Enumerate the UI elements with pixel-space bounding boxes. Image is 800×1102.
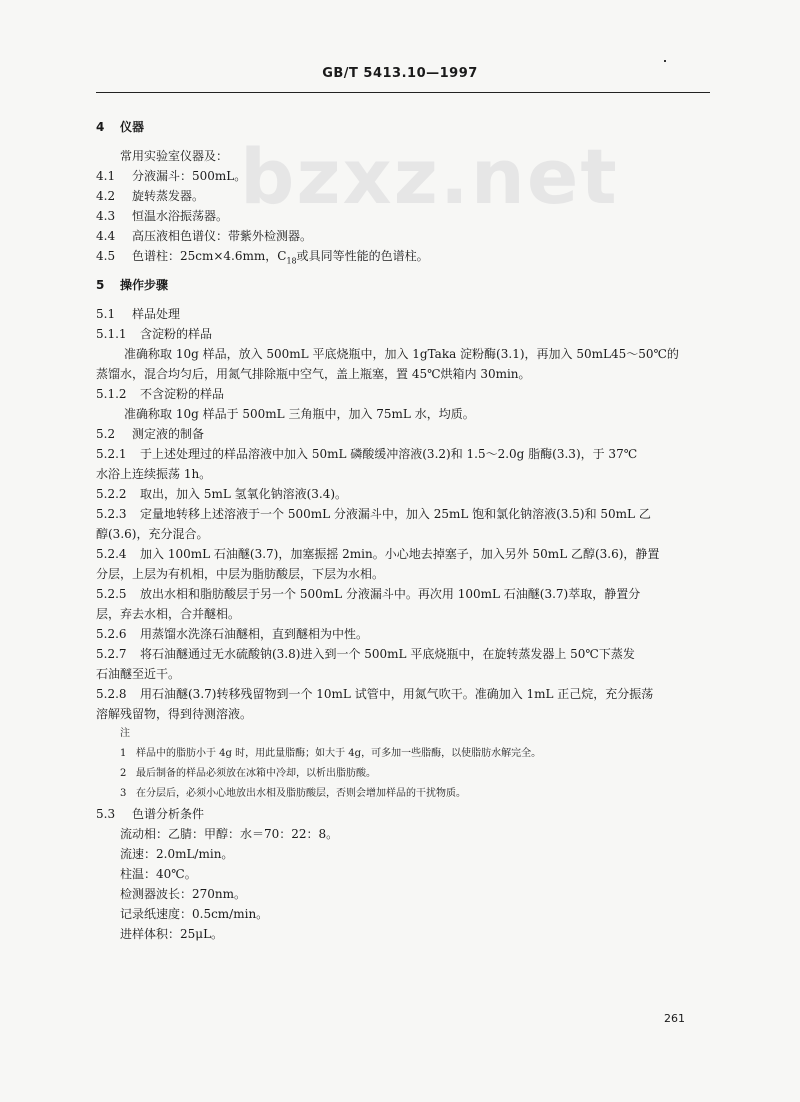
note-2: 2 最后制备的样品必须放在冰箱中冷却，以析出脂肪酸。	[120, 768, 376, 779]
chromatography-condition: 流速：2.0mL/min。	[120, 847, 234, 861]
item-5-2-1-cont: 水浴上连续振荡 1h。	[96, 467, 212, 481]
item-5-2-4-cont: 分层，上层为有机相，中层为脂肪酸层，下层为水相。	[96, 567, 385, 581]
item-5-1-2: 5.1.2 不含淀粉的样品	[96, 387, 225, 401]
item-5-2-5-cont: 层，弃去水相，合并醚相。	[96, 607, 241, 621]
chromatography-condition: 流动相：乙腈：甲醇：水＝70：22：8。	[120, 827, 339, 841]
item-5-2-3: 5.2.3 定量地转移上述溶液于一个 500mL 分液漏斗中，加入 25mL 饱和氯化钠溶液(3.5)和 50mL 乙	[96, 507, 651, 521]
chromatography-condition: 检测器波长：270nm。	[120, 887, 247, 901]
note-3: 3 在分层后，必须小心地放出水相及脂肪酸层，否则会增加样品的干扰物质。	[120, 788, 466, 799]
document-body	[96, 117, 716, 944]
note-1: 1 样品中的脂肪小于 4g 时，用此量脂酶；如大于 4g，可多加一些脂酶，以使脂肪水解完全。	[120, 748, 542, 759]
item-5-2-3-cont: 醇(3.6)，充分混合。	[96, 527, 209, 541]
item-5-1: 5.1 样品处理	[96, 307, 181, 321]
watermark: bzxz.net	[240, 132, 619, 221]
note-title: 注	[120, 728, 130, 739]
item-4-5: 4.5 色谱柱：25cm×4.6mm，$C_{18}$或具同等性能的色谱柱。	[96, 249, 429, 266]
chromatography-condition: 进样体积：25μL。	[120, 927, 224, 941]
item-4-4: 4.4 高压液相色谱仪：带紫外检测器。	[96, 229, 313, 243]
chromatography-condition: 记录纸速度：0.5cm/min。	[120, 907, 269, 921]
chromatography-condition: 柱温：40℃。	[120, 867, 197, 881]
item-5-2-8-cont: 溶解残留物，得到待测溶液。	[96, 707, 253, 721]
page-header: GB/T 5413.10—1997	[322, 66, 478, 81]
section-5-heading: 5 操作步骤	[96, 278, 169, 292]
item-5-2-4: 5.2.4 加入 100mL 石油醚(3.7)，加塞振摇 2min。小心地去掉塞子，加入另外 50mL 乙醇(3.6)，静置	[96, 547, 660, 561]
item-5-1-1-body-1: 准确称取 10g 样品，放入 500mL 平底烧瓶中，加入 1gTaka 淀粉酶(3.1)，再加入 50mL45～50℃的	[124, 347, 679, 361]
item-4-2: 4.2 旋转蒸发器。	[96, 189, 205, 203]
item-5-2-5: 5.2.5 放出水相和脂肪酸层于另一个 500mL 分液漏斗中。再次用 100mL 石油醚(3.7)萃取，静置分	[96, 587, 641, 601]
section-4-intro: 常用实验室仪器及：	[120, 149, 229, 163]
item-5-3: 5.3 色谱分析条件	[96, 807, 205, 821]
item-5-2-7-cont: 石油醚至近干。	[96, 667, 181, 681]
item-5-1-1-body-2: 蒸馏水，混合均匀后，用氮气排除瓶中空气，盖上瓶塞，置 45℃烘箱内 30min。	[96, 367, 531, 381]
item-5-2: 5.2 测定液的制备	[96, 427, 205, 441]
section-4-heading: 4 仪器	[96, 120, 145, 134]
item-5-2-6: 5.2.6 用蒸馏水洗涤石油醚相，直到醚相为中性。	[96, 627, 369, 641]
item-5-2-7: 5.2.7 将石油醚通过无水硫酸钠(3.8)进入到一个 500mL 平底烧瓶中，在旋转蒸发器上 50℃下蒸发	[96, 647, 635, 661]
item-5-1-2-body: 准确称取 10g 样品于 500mL 三角瓶中，加入 75mL 水，均质。	[124, 407, 475, 421]
page-number: 261	[664, 1012, 685, 1025]
item-5-2-1: 5.2.1 于上述处理过的样品溶液中加入 50mL 磷酸缓冲溶液(3.2)和 1.5～2.0g 脂酶(3.3)，于 37℃	[96, 447, 638, 461]
item-4-1: 4.1 分液漏斗：500mL。	[96, 169, 247, 183]
item-5-2-2: 5.2.2 取出，加入 5mL 氢氧化钠溶液(3.4)。	[96, 487, 348, 501]
item-5-2-8: 5.2.8 用石油醚(3.7)转移残留物到一个 10mL 试管中，用氮气吹干。准确加入 1mL 正己烷，充分振荡	[96, 687, 654, 701]
speck-mark	[664, 60, 666, 62]
item-5-1-1: 5.1.1 含淀粉的样品	[96, 327, 213, 341]
item-4-3: 4.3 恒温水浴振荡器。	[96, 209, 229, 223]
header-rule	[96, 92, 710, 93]
